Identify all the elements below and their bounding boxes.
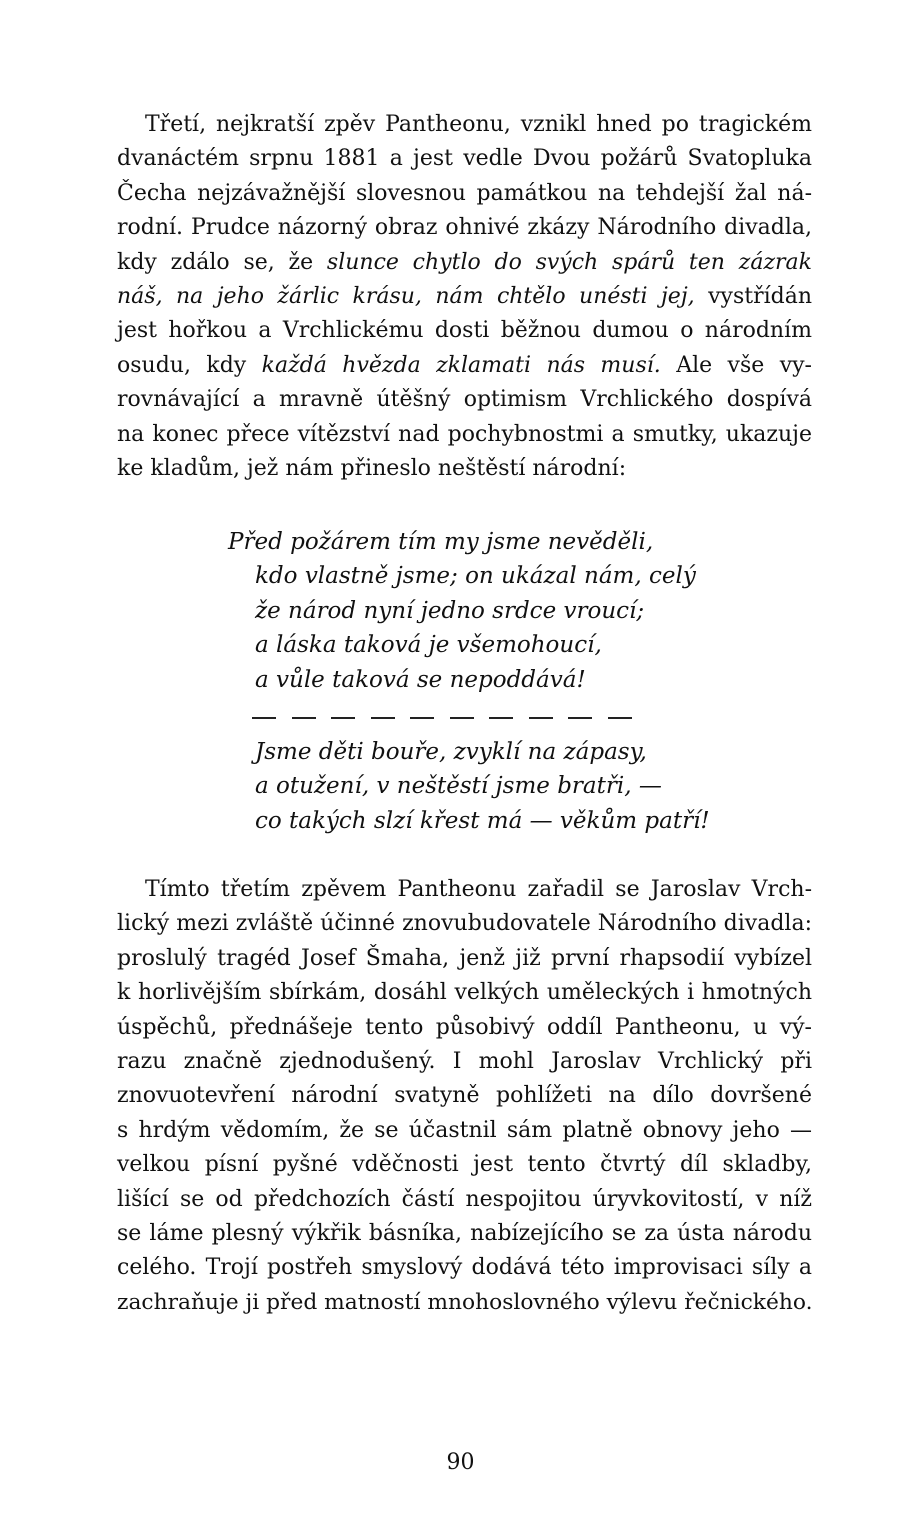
verse-line: kdo vlastně jsme; on ukázal nám, celý [255,563,696,590]
text-line: jest hořkou a Vrchlickému dosti běžnou dumou o národním [117,318,812,344]
verse-line: Jsme děti bouře, zvyklí na zápasy, [255,739,647,765]
verse-stanza-2 [228,735,768,838]
verse-line: a otužení, v neštěstí jsme bratři, — [255,773,662,800]
text-line: rodní. Prudce názorný obraz ohnivé zkázy Národního divadla, [117,215,812,241]
text-line: lický mezi zvláště účinné znovubudovatele Národního divadla: [117,911,812,937]
text-line: zachraňuje ji před matností mnohoslovného výlevu řečnického. [117,1289,813,1315]
text-line: Čecha nejzávažnější slovesnou památkou na tehdejší žal ná- [117,180,812,206]
text-run: osudu, kdy [117,352,262,378]
quoted-verse: slunce chytlo do svých spárů ten zázrak [326,249,812,275]
text-line: dvanáctém srpnu 1881 a jest vedle Dvou požárů Svatopluka [117,146,812,172]
text-run: kdy zdálo se, že [117,249,327,275]
text-line: znovuotevření národní svatyně pohlížeti na dílo dovršené [117,1083,812,1109]
text-line: s hrdým vědomím, že se účastnil sám platně obnovy jeho — [117,1117,812,1143]
text-line [117,246,812,280]
text-line: razu značně zjednodušený. I mohl Jaroslav Vrchlický při [117,1049,812,1075]
text-line: rovnávající a mravně útěšný optimism Vrchlického dospívá [117,387,812,413]
quoted-verse: náš, na jeho žárlic krásu, nám chtělo unésti jej, [117,284,695,310]
text-line: proslulý tragéd Josef Šmaha, jenž již první rhapsodií vybízel [117,945,812,971]
text-line: na konec přece vítězství nad pochybnostmi a smutky, ukazuje [117,421,812,447]
verse-line: a vůle taková se nepoddává! [255,666,586,693]
ellipsis-dash-row [252,717,632,719]
text-line [117,349,812,383]
paragraph-2 [117,873,812,1320]
text-line [117,280,812,314]
verse-line: Před požárem tím my jsme nevěděli, [228,529,654,555]
text-line: Třetí, nejkratší zpěv Pantheonu, vznikl hned po tragickém [145,112,812,137]
verse-line: co takých slzí křest má — věkům patří! [255,807,710,834]
text-line: ke kladům, jež nám přineslo neštěstí národní: [117,456,627,482]
quoted-verse: každá hvězda zklamati nás musí. [261,352,661,378]
text-line: Tímto třetím zpěvem Pantheonu zařadil se Jaroslav Vrch- [145,877,812,902]
text-run: vystřídán [694,284,813,310]
text-run: Ale vše vy- [660,352,812,378]
text-line: lišící se od předchozích částí nespojitou úryvkovitostí, v níž [117,1186,812,1212]
paragraph-1 [117,108,812,486]
text-line: úspěchů, přednášeje tento působivý oddíl Pantheonu, u vý- [117,1014,812,1040]
text-line: velkou písní pyšné vděčnosti jest tento čtvrtý díl skladby, [117,1152,812,1178]
text-line: se láme plesný výkřik básníka, nabízejícího se za ústa národu [117,1221,812,1247]
verse-line: a láska taková je všemohoucí, [255,632,602,659]
verse-line: že národ nyní jedno srdce vroucí; [255,597,645,624]
verse-stanza-1 [228,525,768,697]
text-line: k horlivějším sbírkám, dosáhl velkých uměleckých i hmotných [117,980,812,1006]
page-number: 90 [446,1450,475,1475]
text-line: celého. Trojí postřeh smyslový dodává této improvisaci síly a [117,1255,812,1281]
